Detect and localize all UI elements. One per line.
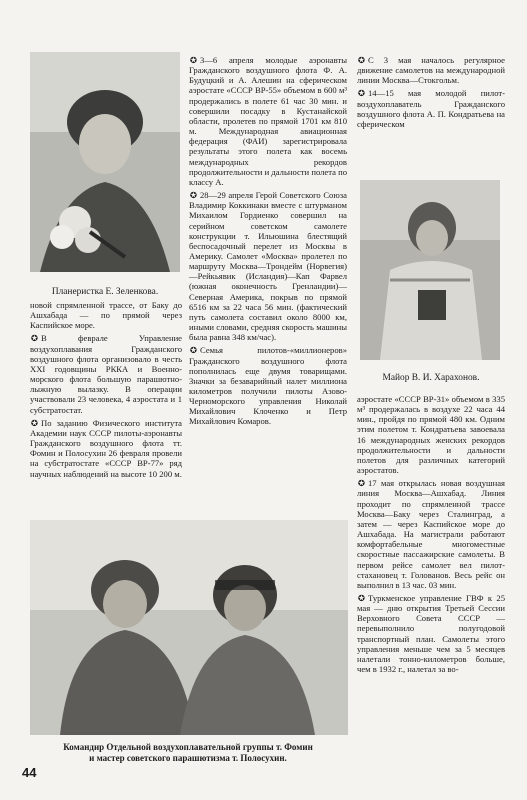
col2-paragraph-1: ✪ 3—6 апреля молодые аэронавты Гражданского воздушного флота Ф. А. Будуцкий и А. Алешин на сферическом аэростате «СССР ВР-55» объемом в 600 м³ продержались в полете 61 час 30 мин. и совершили посадку в Кустанайской области, пролетев по прямой 1701 км 810 м. Международная авиационная федерация (ФАИ) зарегистрировала результаты этого полета как восемь международных рекордов продолжительности и дальности полета по классу А.: [189, 55, 347, 187]
page-number: 44: [22, 765, 37, 780]
fomin-photo-art: [30, 520, 348, 735]
column-left: [30, 300, 182, 482]
kharakhonov-photo: [360, 180, 500, 360]
star-icon: ✪: [357, 592, 366, 603]
star-icon: ✪: [30, 333, 39, 344]
kharakhonov-caption: Майор В. И. Харахонов.: [382, 373, 480, 383]
column-middle: [189, 55, 347, 430]
star-icon: ✪: [189, 190, 198, 201]
col3-paragraph-5: ✪ Туркменское управление ГВФ к 25 мая — дню открытия Третьей Сессии Верховного Совета СССР — перевыполнило полугодовой транспортный план. Самолеты этого управления меньше чем за 5 месяцев налетали тонно-километров больше, чем в 1932 г., налетал за во-: [357, 592, 505, 675]
kharakhonov-photo-art: [360, 180, 500, 360]
star-icon: ✪: [357, 478, 366, 489]
col3-paragraph-4: ✪ 17 мая открылась новая воздушная линия Москва—Ашхабад. Линия проходит по спрямленной трассе Москва—Баку через Сталинград, а затем — через Каспийское море до Ашхабада. На магистрали работают комфортабельные многоместные скоростные пассажирские самолеты. В первом рейсе самолет вел пилот-стахановец т. Голованов. Весь рейс он выполнил в 13 час. 03 мин.: [357, 478, 505, 590]
zelenkova-photo: [30, 52, 180, 272]
col2-paragraph-3: ✪ Семья пилотов-«миллионеров» Гражданского воздушного флота пополнилась еще двумя товарищами. Значки за безаварийный налет миллиона километров получили пилоты Азово-Черноморского управления Николай Михайлович Клоченко и Петр Михайлович Комаров.: [189, 345, 347, 427]
star-icon: ✪: [30, 417, 39, 428]
col1-paragraph-2: ✪ В феврале Управление воздухоплавания Гражданского воздушного флота организовало в честь XXI годовщины РККА и Военно-морского флота большую парашютно-лыжную вылазку. В операции участвовали 23 человека, 4 аэростата и 1 субстратостат.: [30, 333, 182, 415]
zelenkova-photo-art: [30, 52, 180, 272]
fomin-photo: [30, 520, 348, 735]
col1-paragraph-1: новой спрямленной трассе, от Баку до Ашхабада — по прямой через Каспийское море.: [30, 300, 182, 331]
star-icon: ✪: [357, 55, 366, 65]
star-icon: ✪: [189, 55, 198, 65]
zelenkova-caption: Планеристка Е. Зеленкова.: [51, 287, 159, 297]
fomin-caption: Командир Отдельной воздухоплавательной группы т. Фомин и мастер советского парашютизма т. Полосухин.: [63, 742, 313, 763]
star-icon: ✪: [357, 88, 366, 99]
col3-paragraph-3: аэростате «СССР ВР-31» объемом в 335 м³ продержалась в воздухе 22 часа 44 мин., пройдя по прямой 480 км. Одним этим полетом т. Кондратьева завоевала 16 международных женских рекордов продолжительности и дальности полетов для различных категорий аэростатов.: [357, 394, 505, 476]
column-right-bottom: [357, 394, 505, 677]
col3-paragraph-1: ✪ С 3 мая началось регулярное движение самолетов на международной линии Москва—Стокгольм.: [357, 55, 505, 86]
star-icon: ✪: [189, 345, 198, 356]
col3-paragraph-2: ✪ 14—15 мая молодой пилот-воздухоплаватель Гражданского воздушного флота А. П. Кондратьева на сферическом: [357, 88, 505, 129]
col2-paragraph-2: ✪ 28—29 апреля Герой Советского Союза Владимир Коккинаки вместе с штурманом Михаилом Гордиенко совершил на серийном советском самолете конструкции т. Ильюшина блестящий беспосадочный перелет из Москвы в Америку. Самолет «Москва» пролетел по маршруту Москва—Трондейм (Норвегия)—Рейкьявик (Исландия)—Кап Фарвел (южная оконечность Гренландии)—Северная Америка, покрыв по прямой 6516 км за 22 часа 56 мин. (фактический путь самолета составил около 8000 км, иными словами, средняя скорость машины была равна 348 км/час).: [189, 190, 347, 343]
column-right-top: [357, 55, 505, 132]
col1-paragraph-3: ✪ По заданию Физического института Академии наук СССР пилоты-аэронавты Гражданского воздушного флота тт. Фомин и Полосухин 26 февраля провели на субстратостате «СССР ВР-77» ряд научных наблюдений на высоте 10 200 м.: [30, 417, 182, 479]
